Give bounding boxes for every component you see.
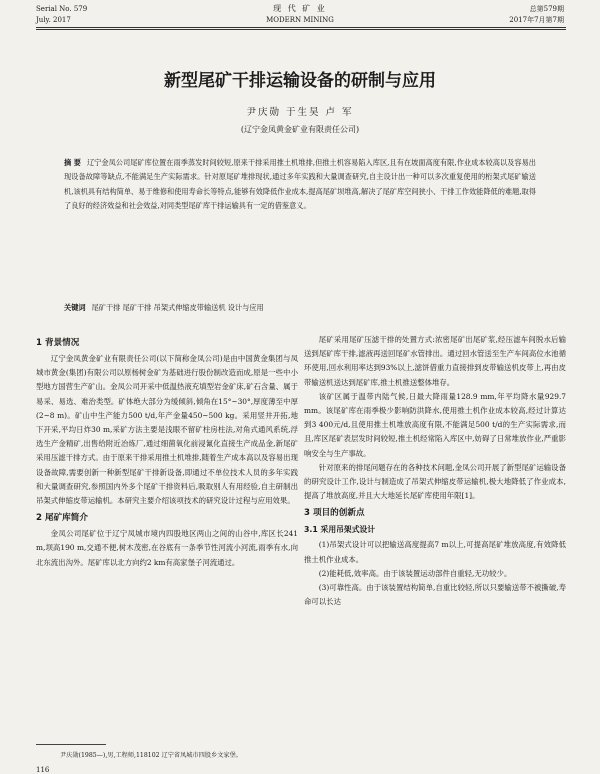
keywords-label: 关键词 [64, 303, 86, 312]
abstract-label: 摘 要 [64, 158, 81, 167]
keywords [64, 301, 536, 315]
issue-number: 总第579期 [529, 5, 564, 13]
right-column [304, 333, 566, 609]
abstract-text: 辽宁金凤公司尾矿库位置在雨季蒸发时间较短,原来干排采用推土机堆排,但推土机容易陷入库区,且有在坡面高度有限,作业成本较高以及容易出现设备故障等缺点,不能满足生产实际需求。针对原尾矿堆排现状,通过多年实践和大量调查研究,自主设计出一种可以多次重复使用的桁架式尾矿输送机,该机具有结构简单、易于维修和使用寿命长等特点,能够有效降低作业成本,提高尾矿坝堆高,解决了尾矿库空间狭小、干排工作效能降低的难题,取得了良好的经济效益和社会效益,对同类型尾矿库干排运输具有一定的借鉴意义。 [64, 158, 536, 211]
paragraph: 辽宁金凤黄金矿业有限责任公司(以下简称金凤公司)是由中国黄金集团与凤城市黄金(集团)有限公司以原杨树金矿为基础进行股份制改造而成,原是一些中小型地方国营生产矿山。金凤公司开采中低温热液充填型岩金矿床,矿石含量、属于易采、易选、难治类型。矿体绝大部分为缓倾斜,倾角在15°~30°,厚度薄至中厚(2~8 m)。矿山中生产能力500 t/d,年产金量450~500 kg。采用竖井开拓,地下开采,平均日炸30 m,采矿方法主要是浅眼不留矿柱房柱法,对角式通风系统,浮选生产金精矿,出售给附近冶炼厂,通过细菌氧化前浸氰化直接生产成品金,新尾矿采用压滤干排方式。由于原来干排采用推土机堆排,随着生产成本高以及容易出现设备故障,需要创新一种新型尾矿干排新设备,即通过不单位技术人员的多年实践和大量调查研究,参照国内外多个尾矿干排资料后,吸取别人有用经验,自主研制出吊架式伸缩皮带运输机。本研究主要介绍该项技术的研究设计过程与应用效果。 [36, 354, 298, 506]
affiliation: (辽宁金凤黄金矿业有限责任公司) [240, 125, 360, 134]
paragraph: 金凤公司尾矿位于辽宁凤城市境内四股地区两山之间的山谷中,库区长241 m,坝高190 m,交通不便,树木茂密,在谷底有一条季节性河流小河流,雨季有水,向北东流出沟外。尾矿库以北方向约2 km有高家堡子河流通过。 [36, 529, 298, 567]
journal-name-en: MODERN MINING [266, 16, 334, 24]
paragraph: (3)可靠性高。由于该装置结构简单,自重比较轻,所以只要输送带不被撕破,寿命可以长达 [304, 583, 566, 607]
header-rule [36, 27, 566, 28]
serial-number: Serial No. 579 [36, 5, 88, 13]
footnote: 尹庆勋(1985—),男,工程师,118102 辽宁省凤城市四股乡文家堡。 [60, 752, 242, 759]
article-title: 新型尾矿干排运输设备的研制与应用 [164, 71, 436, 91]
journal-name-cn: 现 代 矿 业 [273, 4, 327, 13]
left-column [36, 333, 298, 570]
issue-date: 2017年7月第7期 [509, 16, 564, 24]
header-rule-thin [36, 29, 566, 30]
keywords-text: 尾矿干排 尾矿干排 吊架式伸缩皮带输送机 设计与应用 [91, 303, 264, 312]
paragraph: (1)吊架式设计可以把输送高度提高7 m以上,可提高尾矿堆放高度,有效降低推土机作业成本。 [304, 540, 566, 564]
abstract [64, 156, 536, 214]
section-heading: 3.1 采用吊架式设计 [304, 525, 376, 535]
paragraph: 该矿区属于温带内陆气候,日最大降雨量128.9 mm,年平均降水量929.7 mm。该尾矿库在雨季极少影响防洪降水,使用推土机作业成本较高,经过计算达到3 400元/d,且使用推土机堆放高度有限,不能满足500 t/d的生产实际需求,而且,库区尾矿表层发时间较短,推土机经常陷入库区中,妨碍了日常堆放作业,严重影响安全与生产事故。 [304, 391, 566, 458]
paragraph: 尾矿采用尾矿压滤干排的处置方式:浓密尾矿出尾矿浆,经压滤车间脱水后输送到尾矿库干排,滤液再送回尾矿水管排出。通过回水管送至生产车间高位水池循环使用,回水利用率达到93%以上,滤饼借重力直接排到皮带输送机皮带上,再由皮带输送机送达到尾矿库,推土机推送整体堆存。 [304, 335, 566, 387]
section-heading: 2 尾矿库简介 [36, 513, 88, 524]
paragraph: 针对原来的排尾问题存在的各种技术问题,金凤公司开展了新型尾矿运输设备的研究设计工作,设计与制造成了吊架式伸缩皮带运输机,极大地降低了作业成本,提高了堆放高度,并且大大地延长尾矿库使用年限[1]。 [304, 462, 566, 501]
paragraph: (2)能耗低,效率高。由于该装置运动部件自重轻,无功较少。 [318, 568, 512, 578]
issue-month: July. 2017 [36, 16, 71, 24]
page-number: 116 [36, 766, 50, 774]
section-heading: 3 项目的创新点 [304, 508, 365, 519]
footnote-rule [36, 744, 106, 745]
authors: 尹庆勋 于生昊 卢 军 [246, 107, 354, 118]
section-heading: 1 背景情况 [36, 338, 80, 348]
